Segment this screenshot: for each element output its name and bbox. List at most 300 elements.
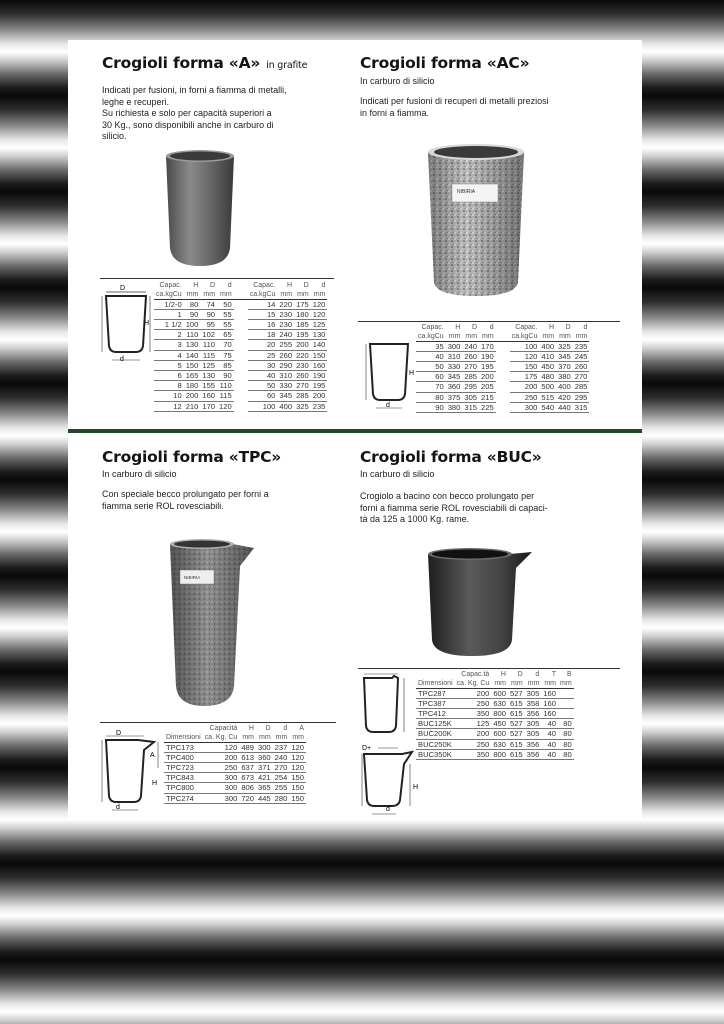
subtitle-tpc: In carburo di silicio [102,469,177,479]
table-cell: 400 [558,382,571,392]
table-cell: 165 [185,370,199,380]
table-cell: 615 [509,739,523,749]
description-tpc: Con speciale becco prolungato per forni a fiamma serie ROL rovesciabili. [102,489,269,511]
table-cell: 120 [312,299,326,309]
table-header-cell: H [287,282,293,289]
table-cell: 150 [510,361,540,371]
sketch-buc-label-d: d [386,806,390,813]
table-cell: 125 [455,719,492,729]
table-cell: 115 [217,391,234,401]
table-cell: 25 [248,350,278,360]
table-cell: 240 [279,330,293,340]
table-cell: 225 [481,402,494,412]
table-header-cell: mm [573,333,590,342]
table-cell: 720 [241,793,254,803]
table-header-cell: mm [541,680,558,689]
section-divider [68,429,642,433]
table-cell: 150 [291,773,304,783]
table-gap [234,360,248,370]
table-header-cell: mm [256,734,273,743]
table-header-cell: ca. Kg. Cu [456,679,490,687]
table-cell: 120 [291,752,304,762]
table-header-cell: Dimensioni [166,733,201,741]
table-header-cell: D [303,282,309,289]
table-a [154,282,327,412]
table-cell: 200 [510,382,540,392]
table-header-cell: Capac.tà [461,671,490,678]
table-cell: 90 [184,309,201,319]
table-cell: 270 [274,762,288,772]
table-header-cell: H [248,725,254,732]
table-cell: 400 [279,401,293,411]
table-cell: 600 [493,729,506,739]
table-row [154,299,327,309]
table-cell: 120 [291,742,304,752]
table-header-cell: mm [239,734,256,743]
table-cell: 55 [217,309,234,319]
table-cell: 80 [558,729,574,739]
table-row [164,783,306,793]
table-cell: 235 [312,401,326,411]
table-cell: 356 [526,708,540,718]
table-cell: 330 [447,361,461,371]
table-cell [558,688,574,698]
table-cell: 6 [154,370,184,380]
table-header-row [416,333,589,342]
table-cell: 270 [296,381,309,391]
table-row [416,351,589,361]
table-cell: TPC400 [164,752,203,762]
table-cell: TPC274 [164,793,203,803]
table-header-cell [416,671,455,680]
table-cell: 400 [541,341,555,351]
table-gap [234,381,248,391]
crucible-tpc-sketch [98,728,168,814]
table-header-cell: Capac. [515,324,538,331]
table-cell: 235 [574,341,588,351]
table-cell: 80 [558,719,574,729]
table-cell: 360 [257,752,271,762]
title-tpc: Crogioli forma «TPC» [102,448,282,466]
table-cell: 358 [526,698,540,708]
table-ac [416,324,589,413]
sketch-ac-label-d: d [386,402,390,409]
table-gap [496,372,510,382]
table-cell: 630 [493,739,506,749]
table-cell: 75 [217,350,234,360]
table-cell: 175 [296,299,309,309]
table-cell: 250 [203,762,240,772]
table-gap [496,392,510,402]
table-cell: 380 [447,402,461,412]
table-cell: 100 [185,319,199,329]
table-cell [558,698,574,708]
table-header-cell: mm [462,333,479,342]
table-cell: 240 [464,341,478,351]
table-cell: 40 [541,749,558,759]
table-cell [558,708,574,718]
table-row [164,752,306,762]
table-header-cell: ca.kgCu [418,332,444,340]
table-cell: 140 [312,340,326,350]
table-header-row [164,734,306,743]
table-cell: 345 [558,351,571,361]
table-ac-rule [358,321,620,322]
table-cell: 527 [509,719,523,729]
table-cell: 160 [543,698,556,708]
table-cell: 500 [541,382,555,392]
description-buc: Crogiolo a bacino con becco prolungato per forni a fiamma serie ROL rovesciabili di capaci- tà da 125 a 1000 Kg. rame. [360,491,548,525]
table-header-cell: mm [277,291,294,300]
table-cell: 254 [274,773,288,783]
table-cell: 613 [241,752,254,762]
table-row [154,340,327,350]
table-header-cell: mm [217,291,234,300]
table-cell: 540 [541,402,555,412]
table-cell: 200 [455,729,492,739]
table-header-cell: Capac. [253,282,276,289]
table-cell: 150 [291,783,304,793]
table-gap [496,324,510,333]
table-cell: 1 [154,309,184,319]
badge-ac: NIBIRIA [457,189,476,195]
table-header-cell: d [321,282,326,289]
table-cell: 195 [312,381,326,391]
table-cell: 290 [279,360,293,370]
table-row [164,762,306,772]
table-cell: 356 [526,749,540,759]
table-cell: 110 [184,330,201,340]
table-cell: 305 [526,719,540,729]
table-cell: 360 [447,382,461,392]
table-cell: TPC387 [416,698,455,708]
subtitle-buc: In carburo di silicio [360,469,435,479]
table-cell: 285 [296,391,309,401]
table-cell: 220 [296,350,309,360]
sketch-a-label-D: D [120,285,126,292]
table-cell: 230 [279,309,293,319]
table-gap [496,351,510,361]
table-gap [234,309,248,319]
crucible-a-photo [164,148,236,270]
table-cell: 170 [481,341,494,351]
table-cell: 210 [185,401,199,411]
table-gap [234,401,248,411]
table-header-cell: mm [479,333,496,342]
table-cell: 527 [509,729,523,739]
table-buc-rule [358,668,620,669]
table-cell: BUC250K [416,739,455,749]
table-cell: 130 [185,340,199,350]
table-gap [496,402,510,412]
table-cell: 260 [296,370,309,380]
table-header-cell: mm [556,333,573,342]
table-header-cell: ca.kgCu [249,290,276,298]
table-cell: 102 [202,330,216,340]
table-cell: 200 [185,391,199,401]
table-gap [234,340,248,350]
table-header-row [416,680,574,689]
table-cell: 195 [481,361,494,371]
table-cell: 95 [200,319,217,329]
title-buc: Crogioli forma «BUC» [360,448,542,466]
table-cell: 237 [274,742,288,752]
table-row [416,688,574,698]
table-cell: 90 [217,370,234,380]
table-cell: 90 [416,402,446,412]
table-cell: 230 [296,360,309,370]
table-cell: TPC723 [164,762,203,772]
table-header-row [164,725,306,734]
table-cell: 200 [296,340,309,350]
table-cell: 130 [312,330,326,340]
table-cell: 800 [493,749,506,759]
table-row [416,341,589,351]
table-cell: 130 [202,370,216,380]
table-cell: 190 [481,351,494,361]
table-row [154,391,327,401]
table-header-cell: H [500,671,506,678]
table-cell: 50 [248,381,278,391]
table-cell: 250 [455,698,492,708]
table-cell: 80 [558,749,574,759]
table-header-cell: H [455,324,461,331]
sketch-tpc-label-D: D [116,730,122,737]
table-cell: 350 [455,708,492,718]
table-cell: 315 [464,402,478,412]
badge-tpc: NIBIRIA [184,575,201,580]
table-cell: 16 [248,319,278,329]
table-cell: BUC200K [416,729,455,739]
table-row [416,719,574,729]
sketch-buc-label-H: H [413,784,419,791]
table-cell: TPC843 [164,773,203,783]
table-header-cell: H [193,282,199,289]
table-cell: 325 [558,341,571,351]
table-row [154,360,327,370]
table-cell: 65 [217,330,234,340]
table-cell: 30 [248,360,278,370]
table-row [164,773,306,783]
table-gap [496,382,510,392]
table-cell: 150 [185,360,199,370]
table-cell: 170 [202,401,216,411]
table-header-cell: Dimensioni [418,679,453,687]
table-cell: 120 [510,351,540,361]
table-cell: 205 [481,382,494,392]
table-gap [234,291,248,300]
table-header-cell: mm [539,333,556,342]
table-cell: 310 [279,370,293,380]
title-a: Crogioli forma «A» in grafite [102,54,308,72]
table-cell: 356 [526,739,540,749]
table-cell: 250 [510,392,540,402]
table-cell: 125 [202,360,216,370]
table-gap [234,370,248,380]
table-gap [234,350,248,360]
table-row [416,729,574,739]
table-cell: 450 [493,719,506,729]
table-cell: 527 [509,688,523,698]
table-header-cell: A [299,725,304,732]
sketch-a-label-d: d [120,356,124,363]
table-cell: 74 [200,299,217,309]
table-cell: 330 [279,381,293,391]
crucible-buc-sketch-tpc [358,670,414,738]
sketch-tpc-label-d: d [116,804,120,811]
table-header-cell: d [283,725,288,732]
table-cell: 180 [185,381,199,391]
sketch-tpc-label-H: H [152,780,158,787]
table-header-cell: Capac. [159,282,182,289]
table-cell: 300 [203,773,240,783]
table-gap [234,299,248,309]
table-row [416,361,589,371]
table-a-rule [100,278,334,279]
table-cell: 160 [543,688,556,698]
table-cell: 80 [184,299,201,309]
crucible-buc-photo [424,544,536,660]
table-row [154,350,327,360]
table-cell: 120 [219,401,232,411]
table-cell: 285 [464,372,478,382]
table-header-cell: T [551,671,556,678]
table-cell: 180 [296,309,309,319]
table-cell: 80 [416,392,446,402]
table-cell: 5 [154,360,184,370]
table-cell: 300 [257,742,271,752]
table-row [154,330,327,340]
table-cell: 55 [217,319,234,329]
table-row [416,698,574,708]
table-cell: 120 [203,742,240,752]
table-cell: 375 [447,392,461,402]
table-cell: 255 [279,340,293,350]
table-cell: 806 [241,783,254,793]
table-row [154,370,327,380]
table-row [154,401,327,411]
table-cell: 615 [509,698,523,708]
table-row [416,392,589,402]
table-cell: 245 [574,351,588,361]
table-cell: 160 [202,391,216,401]
table-cell: 305 [526,688,540,698]
table-cell: 185 [296,319,309,329]
table-header-row [416,324,589,333]
description-ac: Indicati per fusioni di recuperi di metalli preziosi in forni a fiamma. [360,96,549,118]
table-row [416,739,574,749]
table-cell: 8 [154,381,184,391]
table-cell: 1/2-0 [154,299,184,309]
table-tpc-rule [100,722,336,723]
table-cell: 630 [493,698,506,708]
table-row [416,372,589,382]
table-cell: 480 [541,372,555,382]
table-cell: 515 [541,392,555,402]
table-header-cell: D [209,282,216,289]
table-gap [496,361,510,371]
table-cell: 140 [185,350,199,360]
table-cell: 270 [574,372,588,382]
table-cell: 450 [541,361,555,371]
table-header-row [416,671,574,680]
table-cell: 280 [274,793,288,803]
table-cell: 160 [312,360,326,370]
table-cell: 220 [279,299,293,309]
table-header-cell: mm [289,734,306,743]
description-a: Indicati per fusioni, in forni a fiamma di metalli, leghe e recuperi. Su richiesta e solo per capacità superiori a 30 Kg., sono disponibili anche in carburo di silicio. [102,85,287,142]
table-cell: 305 [464,392,478,402]
table-cell: 14 [248,299,278,309]
table-cell: 40 [541,719,558,729]
table-gap [234,282,248,291]
table-cell: 85 [217,360,234,370]
table-header-cell: mm [184,291,201,300]
table-cell: 150 [312,350,326,360]
table-header-cell: Capacità [209,725,238,732]
table-cell: 673 [241,773,254,783]
table-header-cell: B [567,671,572,678]
table-cell: 600 [493,688,506,698]
table-cell: 190 [312,370,326,380]
catalog-page [68,40,642,820]
table-cell: 150 [291,793,304,803]
table-gap [234,330,248,340]
table-cell: 200 [312,391,326,401]
table-cell: 60 [416,372,446,382]
table-cell: 345 [447,372,461,382]
table-cell: 2 [154,330,184,340]
table-cell: 305 [526,729,540,739]
table-cell: 110 [200,340,217,350]
table-gap [234,391,248,401]
sketch-a-label-H: H [144,320,150,327]
table-cell: 50 [217,299,234,309]
table-cell: 125 [312,319,326,329]
table-cell: 637 [241,762,254,772]
table-gap [496,333,510,342]
table-cell: 260 [279,350,293,360]
table-cell: TPC412 [416,708,455,718]
table-header-cell: mm [560,679,572,687]
table-cell: 370 [558,361,571,371]
table-cell: 15 [248,309,278,319]
table-cell: TPC173 [164,742,203,752]
table-cell: 80 [558,739,574,749]
table-cell: 615 [509,708,523,718]
table-cell: 120 [312,309,326,319]
table-cell: 300 [447,341,461,351]
table-cell: TPC287 [416,688,455,698]
table-cell: 380 [558,372,571,382]
table-cell: 421 [257,773,271,783]
table-cell: 300 [510,402,540,412]
table-cell: 10 [154,391,184,401]
table-cell: 70 [217,340,234,350]
table-cell: 440 [558,402,571,412]
table-header-cell: d [489,324,494,331]
table-cell: 200 [203,752,240,762]
table-cell: TPC800 [164,783,203,793]
table-row [154,381,327,391]
table-cell: 800 [493,708,506,718]
table-cell: 260 [574,361,588,371]
table-cell: 40 [416,351,446,361]
table-header-cell: D [517,671,523,678]
table-cell: 615 [509,749,523,759]
table-cell: 90 [200,309,217,319]
table-gap [496,341,510,351]
